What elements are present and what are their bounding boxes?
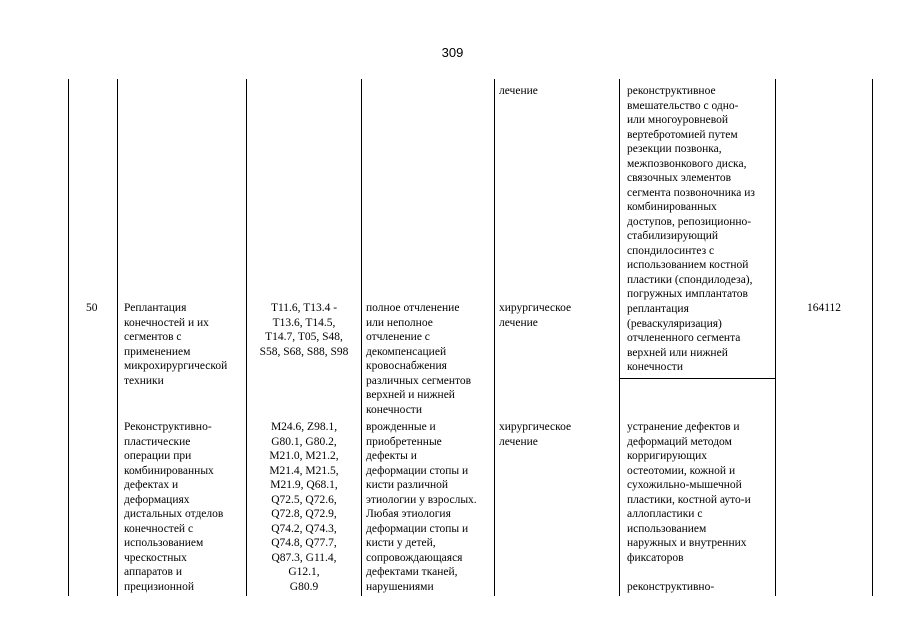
- cell-patient-model: полное отчленение или неполное отчленение с декомпенсацией кровоснабжения различных сегментов верхней и нижней конечности: [366, 302, 472, 416]
- table-divider-6: [775, 79, 776, 596]
- table-border-left: [68, 79, 69, 596]
- cell-icd-codes: M24.6, Z98.1, G80.1, G80.2, M21.0, M21.2, M21.4, M21.5, M21.9, Q68.1, Q72.5, Q72.6, Q72.8, Q72.9, Q74.2, Q74.3, Q74.8, Q77.7, Q87.3, G11.4, G12.1, G80.9: [269, 421, 339, 593]
- cell-treatment-method-next: реконструктивно-: [627, 581, 715, 593]
- cell-treatment-method: реплантация (реваскуляризация) отчлененного сегмента верхней или нижней конечности: [627, 303, 741, 373]
- cell-treatment-type: хирургическое лечение: [499, 421, 572, 448]
- table-divider-1: [117, 79, 118, 596]
- cell-cost: 164112: [806, 302, 842, 314]
- table-divider-3: [361, 79, 362, 596]
- table-border-right: [872, 79, 873, 596]
- table-divider-4: [494, 79, 495, 596]
- cell-method-cont: реконструктивное вмешательство с одно- или многоуровневой вертебротомией путем резекции позвонка, межпозвонкового диска, связочных элементов сегмента позвоночника из комбинированных доступов, репозиционно- стабилизирующий спондилосинтез с использованием костной пластики (спондилодеза), погружных имплантатов: [627, 85, 755, 300]
- cell-treatment-type-cont: лечение: [499, 85, 538, 97]
- cell-row-number: 50: [86, 302, 98, 314]
- cell-patient-model: врожденные и приобретенные дефекты и деформации стопы и кисти различной этиологии у взрослых. Любая этиология деформации стопы и кисти у детей, сопровождающаяся дефектами тканей, нарушениями: [366, 421, 477, 593]
- row-divider: [619, 378, 775, 379]
- cell-icd-codes: T11.6, T13.4 - T13.6, T14.5, T14.7, T05, S48, S58, S68, S88, S98: [259, 302, 349, 358]
- cell-profile-name: Реконструктивно- пластические операции при комбинированных дефектах и деформациях дистальных отделов конечностей с использованием чрескостных аппаратов и прецизионной: [124, 421, 224, 593]
- cell-treatment-type: хирургическое лечение: [499, 302, 572, 329]
- table-divider-5: [619, 79, 620, 596]
- cell-profile-name: Реплантация конечностей и их сегментов с применением микрохирургической техники: [124, 302, 228, 387]
- page-number: 309: [441, 45, 464, 60]
- cell-treatment-method: устранение дефектов и деформаций методом корригирующих остеотомии, кожной и сухожильно-мышечной пластики, костной ауто-и аллопластики с использованием наружных и внутренних фиксаторов: [627, 421, 751, 564]
